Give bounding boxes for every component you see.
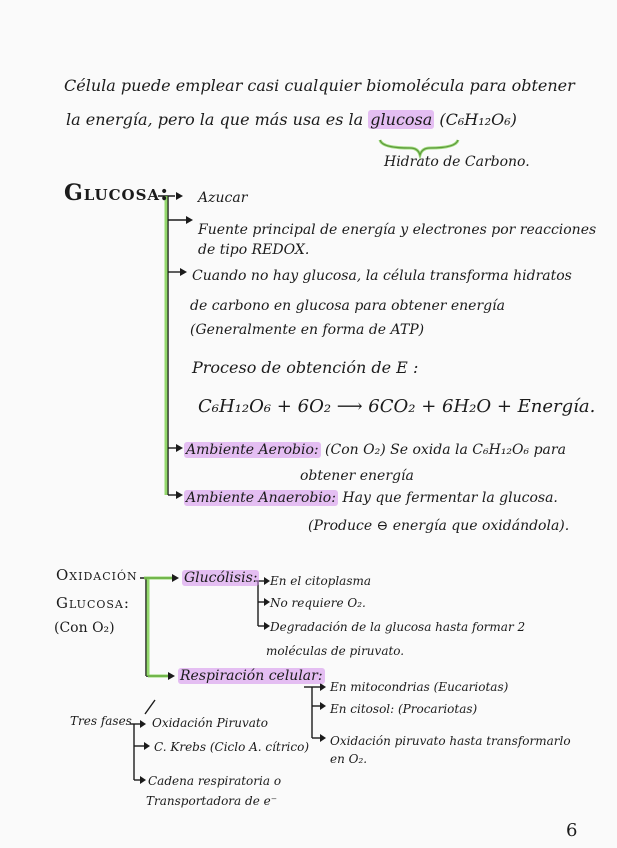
fase-2: C. Krebs (Ciclo A. cítrico): [154, 740, 310, 754]
aerobio-text-2: obtener energía: [300, 468, 414, 484]
item-azucar: Azucar: [198, 190, 248, 206]
item-cuando-line-1: Cuando no hay glucosa, la célula transforma hidratos: [192, 268, 572, 284]
anaerobio-label: Ambiente Anaerobio:: [186, 490, 336, 506]
glucolisis-item-1: En el citoplasma: [270, 574, 372, 588]
intro-line-1: Célula puede emplear casi cualquier biomolécula para obtener: [64, 76, 575, 95]
oxidacion-heading-1: Oxidación: [56, 566, 138, 584]
glucolisis-label: Glucólisis:: [184, 570, 258, 586]
respiracion-label: Respiración celular:: [180, 668, 323, 684]
fase-3: Cadena respiratoria o: [148, 774, 282, 788]
item-fuente-line-2: de tipo REDOX.: [198, 242, 310, 258]
glucolisis-item-3: Degradación de la glucosa hasta formar 2: [270, 620, 526, 634]
glucose-formula: (C₆H₁₂O₆): [439, 110, 517, 129]
anaerobio-text: Hay que fermentar la glucosa.: [342, 490, 558, 506]
brace-note: Hidrato de Carbono.: [384, 154, 530, 170]
reaction-equation: C₆H₁₂O₆ + 6O₂ ⟶ 6CO₂ + 6H₂O + Energía.: [198, 396, 596, 417]
item-cuando-line-2: de carbono en glucosa para obtener energía: [190, 298, 505, 314]
item-fuente-line-1: Fuente principal de energía y electrones por reacciones: [198, 222, 597, 238]
intro-line-2: [66, 110, 517, 129]
fase-3b: Transportadora de e⁻: [146, 794, 278, 808]
glucosa-heading: Glucosa:: [64, 180, 170, 206]
respiracion-item-3b: en O₂.: [330, 752, 368, 766]
fase-1: Oxidación Piruvato: [152, 716, 268, 730]
glucosa-highlight: glucosa: [370, 110, 433, 129]
proceso-label: Proceso de obtención de E :: [192, 358, 419, 377]
intro-line-2-text: la energía, pero la que más usa es la: [66, 110, 364, 129]
respiracion-item-3: Oxidación piruvato hasta transformarlo: [330, 734, 571, 748]
fases-label: Tres fases: [70, 714, 132, 728]
respiracion-item-2: En citosol: (Procariotas): [330, 702, 478, 716]
glucolisis-label-wrap: [182, 570, 259, 586]
item-cuando-line-3: (Generalmente en forma de ATP): [190, 322, 425, 338]
respiracion-label-wrap: [178, 668, 325, 684]
aerobio-label: Ambiente Aerobio:: [186, 442, 319, 458]
respiracion-item-1: En mitocondrias (Eucariotas): [330, 680, 509, 694]
page-number: 6: [566, 820, 578, 841]
anaerobio-text-2: (Produce ⊖ energía que oxidándola).: [308, 518, 570, 534]
aerobio-text: (Con O₂) Se oxida la C₆H₁₂O₆ para: [325, 442, 566, 458]
anaerobio-row: [184, 490, 558, 506]
aerobio-row: [184, 442, 566, 458]
glucolisis-item-3b: moléculas de piruvato.: [266, 644, 405, 658]
oxidacion-heading-2: Glucosa:: [56, 594, 130, 612]
oxidacion-heading-3: (Con O₂): [54, 620, 115, 636]
glucolisis-item-2: No requiere O₂.: [270, 596, 366, 610]
